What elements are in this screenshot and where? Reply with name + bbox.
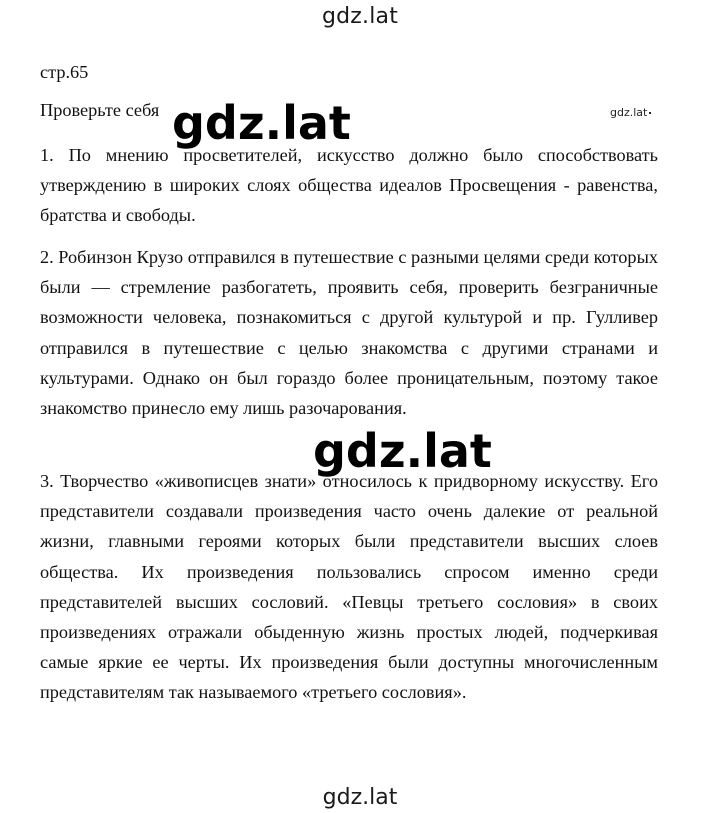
watermark-top: gdz.lat xyxy=(321,4,399,29)
answer-paragraph-1: 1. По мнению просветителей, искусство должно было способствовать утверждению в широких слоях общества идеалов Просвещения - равенства, братства и свободы. xyxy=(40,145,658,226)
watermark-small xyxy=(610,106,651,119)
watermark-overlay-2: gdz.lat xyxy=(313,424,492,478)
watermark-overlay-1: gdz.lat xyxy=(172,96,351,150)
watermark-small-text: gdz.lat xyxy=(610,106,648,119)
watermark-bottom: gdz.lat xyxy=(322,785,398,810)
answer-paragraph-2: 2. Робинзон Крузо отправился в путешествие с разными целями среди которых были — стремление разбогатеть, проявить себя, проверить безграничные возможности человека, познакомиться с другой культурой и пр. Гулливер отправился в путешествие с целью знакомства с другими странами и культурами. Однако он был гораздо более проницательным, поэтому такое знакомство принесло ему лишь разочарования. xyxy=(40,247,658,419)
answer-paragraph-3: 3. Творчество «живописцев знати» относилось к придворному искусству. Его представители создавали произведения часто очень далекие от реальной жизни, главными героями которых были представители высших слоев общества. Их произведения пользовались спросом именно среди представителей высших сословий. «Певцы третьего сословия» в своих произведениях отражали обыденную жизнь простых людей, подчеркивая самые яркие ее черты. Их произведения были доступны многочисленным представителям так называемого «третьего сословия». xyxy=(40,471,658,703)
watermark-dot-icon xyxy=(649,112,651,114)
page-number: стр.65 xyxy=(40,62,89,82)
section-title: Проверьте себя xyxy=(40,100,160,120)
